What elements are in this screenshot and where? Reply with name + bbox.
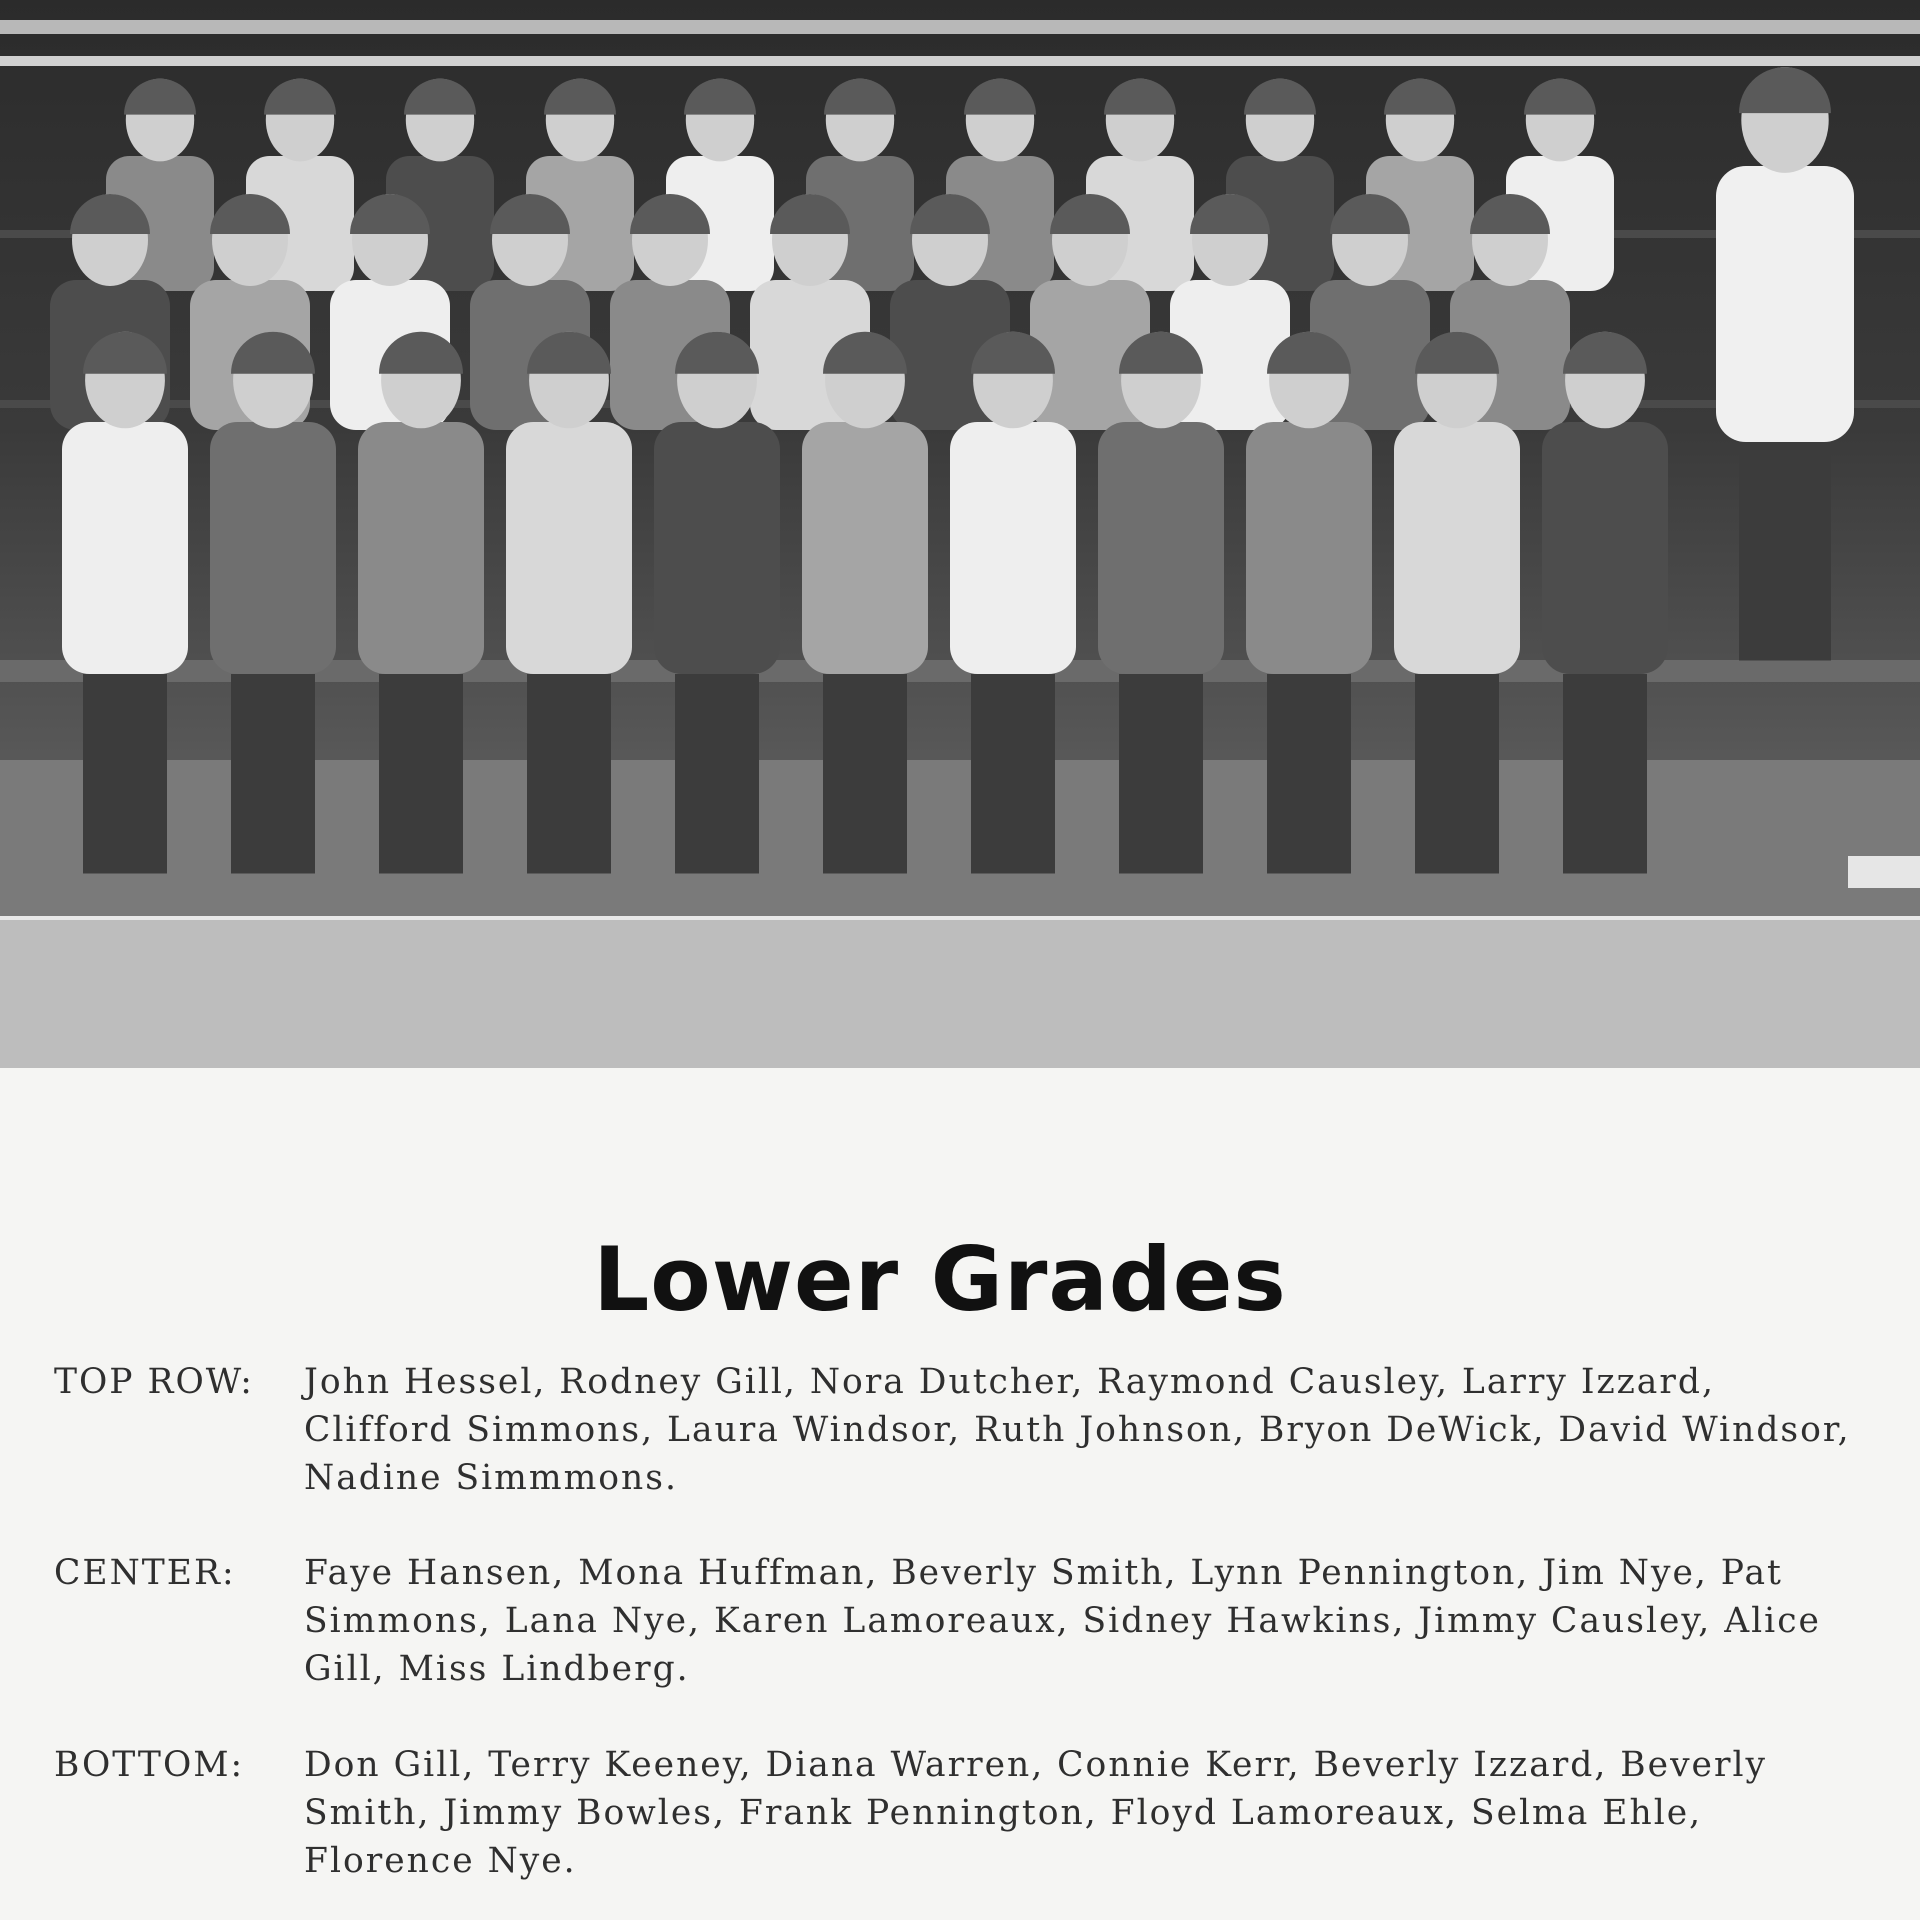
people-group xyxy=(50,67,1854,873)
floor-marker xyxy=(1848,856,1920,888)
gym-floor xyxy=(0,920,1920,1068)
caption-label: CENTER: xyxy=(54,1553,236,1593)
caption-names: Faye Hansen, Mona Huffman, Beverly Smith, Lynn Pennington, Jim Nye, Pat Simmons, Lana Nye, Karen Lamoreaux, Sidney Hawkins, Jimmy Causley, Alice Gill, Miss Lindberg. xyxy=(304,1553,1821,1689)
caption-label: BOTTOM: xyxy=(54,1745,245,1785)
bleacher-rail xyxy=(0,20,1920,34)
person-silhouette xyxy=(1716,67,1854,660)
caption-label: TOP ROW: xyxy=(54,1362,254,1402)
page-title: Lower Grades xyxy=(593,1228,1287,1331)
caption-names: John Hessel, Rodney Gill, Nora Dutcher, Raymond Causley, Larry Izzard, Clifford Simmons, Laura Windsor, Ruth Johnson, Bryon DeWick, David Windsor, Nadine Simmmons. xyxy=(304,1362,1851,1498)
caption-names: Don Gill, Terry Keeney, Diana Warren, Connie Kerr, Beverly Izzard, Beverly Smith, Jimmy Bowles, Frank Pennington, Floyd Lamoreaux, Selma Ehle, Florence Nye. xyxy=(304,1745,1767,1881)
bleacher-rail xyxy=(0,56,1920,66)
